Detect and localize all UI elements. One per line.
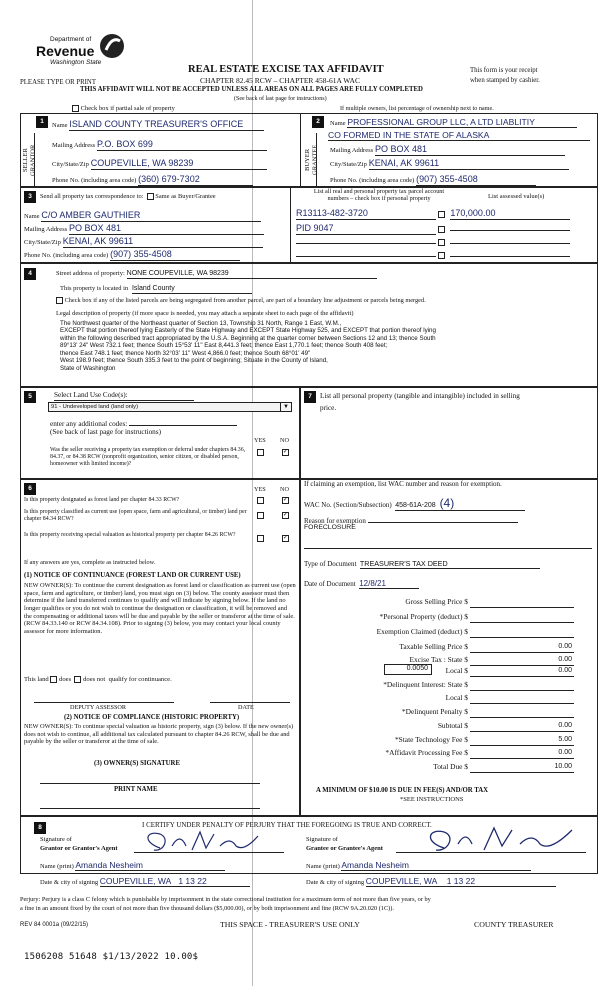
form-subtitle: CHAPTER 82.45 RCW – CHAPTER 458-61A WAC [200,76,360,85]
perjury-line-1: Perjury: Perjury is a class C felony which is punishable by imprisonment in the state correctional institution for a maximum term of not more than five years, or by [20,896,431,903]
certify-statement: I CERTIFY UNDER PENALTY OF PERJURY THAT THE FOREGOING IS TRUE AND CORRECT. [142,821,432,829]
corr-city-label: City/State/Zip [24,239,61,246]
wac-handwritten: (4) [439,496,455,510]
designation-yes-header: YES [254,486,266,493]
seller-phone-field[interactable]: (360) 679-7302 [138,174,253,186]
doc-date-field[interactable]: 12/8/21 [359,579,419,589]
parcel-4-checkbox[interactable] [438,252,445,259]
if-yes-note: If any answers are yes, complete as instructed below. [24,559,156,566]
assessed-1-field[interactable]: 170,000.00 [450,208,570,220]
dor-logo [36,32,128,70]
grantor-date-row [40,876,250,887]
grantor-sig-label-2: Grantor or Grantor's Agent [40,845,118,852]
does-checkbox[interactable] [50,676,57,683]
form-title: REAL ESTATE EXCISE TAX AFFIDAVIT [188,64,384,75]
legal-description[interactable] [60,320,436,372]
segregated-row [56,297,426,304]
buyer-mailing-row [330,144,565,156]
wac-row [304,496,525,511]
section-1-number: 1 [36,116,48,128]
parcel-1-field[interactable]: R13113-482-3720 [296,208,436,220]
segregated-checkbox[interactable] [56,297,63,304]
this-land-label: This land [24,676,49,684]
grantee-date-row [306,876,556,887]
buyer-name-field-1[interactable]: PROFESSIONAL GROUP LLC, A LTD LIABLITIY [347,117,577,128]
section-2-number: 2 [312,116,324,128]
minimum-note: A MINIMUM OF $10.00 IS DUE IN FEE(S) AND/OR TAX [316,787,489,794]
corr-phone-row [24,249,240,261]
grantee-name-row [306,860,531,871]
grantor-name-label: Name (print) [40,863,74,870]
legal-label: Legal description of property (if more space is needed, you may attach a separate sheet to each page of the affidavit) [56,310,354,317]
grantee-city-value: COUPEVILLE, WA [365,876,438,886]
assessed-header: List assessed value(s) [488,193,545,200]
buyer-phone-label: Phone No. (including area code) [330,177,415,184]
personal-deduct-label: *Personal Property (deduct) $ [379,612,468,621]
land-use-see-back: (See back of last page for instructions) [50,428,161,436]
local-tax-value[interactable]: 0.00 [558,667,572,674]
see-back-note: (See back of last page for instructions) [234,96,327,102]
delinquent-penalty-label: *Delinquent Penalty $ [401,707,468,716]
assessed-2-field[interactable] [450,221,570,231]
assessed-3-field[interactable] [450,234,570,244]
forest-land-yes-checkbox[interactable] [257,497,264,504]
grantee-date-value: 1 13 22 [446,876,476,886]
parcel-row-1 [296,208,570,220]
street-row [56,269,377,279]
buyer-city-label: City/State/Zip [330,161,367,168]
local-rate-box[interactable]: 0.0050 [384,664,432,675]
seller-phone-row [52,174,253,186]
grantor-name-row [40,860,225,871]
legal-line-3: within the following described tract appropriated by the U.S.A. Beginning at the quarter corner between Sections 12 and 13; thence South [60,334,436,342]
legal-line-1: The Northwest quarter of the Northeast quarter of Section 13, Township 31 North, Range 1 East, W.M., [60,320,342,327]
exemption-yes-checkbox[interactable] [257,449,264,456]
please-type: PLEASE TYPE OR PRINT [20,79,96,86]
doc-type-row [304,560,540,569]
grantor-city-value: COUPEVILLE, WA [99,876,172,886]
land-use-select[interactable] [48,402,292,412]
parcel-header-2: numbers – check box if personal property [327,195,431,203]
parcel-2-checkbox[interactable] [438,226,445,233]
corr-city-field[interactable]: KENAI, AK 99611 [63,236,263,248]
corr-mailing-label: Mailing Address [24,226,68,233]
section-5-number: 5 [24,391,36,403]
buyer-mailing-field[interactable]: PO BOX 481 [375,144,565,156]
delinquent-local-label: Local $ [445,693,468,702]
same-as-buyer-checkbox[interactable] [147,193,154,200]
seller-name-row [52,119,264,131]
chevron-down-icon[interactable]: ▼ [280,403,291,411]
delinquent-state-label: *Delinquent Interest: State $ [383,680,468,689]
seller-city-field[interactable]: COUPEVILLE, WA 98239 [91,158,267,170]
grantor-date-field[interactable] [100,876,250,887]
receipt-note-1: This form is your receipt [470,67,538,74]
historic-question: Is this property receiving special valuation as historical property per chapter 84.26 RCW? [24,532,236,538]
grantee-sig-label-2: Grantee or Grantee's Agent [306,845,383,852]
forest-land-question: Is this property designated as forest land per chapter 84.33 RCW? [24,497,180,503]
section-3-number: 3 [24,191,36,203]
seller-mailing-label: Mailing Address [52,142,96,149]
legal-line-4: 89°13' 24" West 732.1 feet; thence South 15°53' 11" East 8,441.3 feet; thence East 1,770.1 feet; thence South 408 feet; [60,342,388,350]
land-use-yes-header: YES [254,437,266,444]
perjury-line-2: a fine in an amount fixed by the court of not more than five thousand dollars ($5,000.00), or by both imprisonment and fine (RCW 9A.20.020 (1C)). [20,905,394,912]
land-use-no-header: NO [280,437,289,444]
seller-name-label: Name [52,122,68,129]
section-4-number: 4 [24,268,36,280]
county-treasurer-label: COUNTY TREASURER [474,920,554,929]
wac-field[interactable] [395,496,525,511]
subtotal-value[interactable]: 0.00 [558,722,572,729]
reason-field[interactable]: FORECLOSURE [304,524,356,531]
located-field[interactable]: Island County [132,285,252,294]
parcel-header-1: List all real and personal property tax parcel account [313,188,445,195]
exemption-no-checkbox[interactable]: ✓ [283,449,289,455]
affidavit-fee-label: *Affidavit Processing Fee $ [385,748,468,757]
land-use-selected: 91 - Undeveloped land (land only) [51,404,139,410]
reason-label: Reason for exemption [304,517,366,525]
rev-number: REV 84 0001a (09/22/15) [20,922,89,928]
multiple-owners-note: If multiple owners, list percentage of ownership next to name. [340,105,494,112]
street-label: Street address of property: [56,270,125,277]
legal-line-7: State of Washington [60,364,116,372]
dor-logo-emblem-icon [98,32,126,60]
see-instructions-note: *SEE INSTRUCTIONS [400,796,464,803]
partial-sale-row [72,105,175,113]
does-not-checkbox[interactable] [74,676,81,683]
personal-property-box [300,387,598,479]
corr-mailing-field[interactable]: PO BOX 481 [69,223,264,235]
seller-mailing-field[interactable]: P.O. BOX 699 [97,139,267,151]
taxable-price-value[interactable]: 0.00 [558,643,572,650]
doc-date-label: Date of Document [304,580,356,588]
located-label: This property is located in [60,285,129,292]
state-tax-label: Excise Tax : State $ [409,655,468,664]
parcel-3-field[interactable] [296,234,436,244]
corr-name-label: Name [24,213,40,220]
dept-line2: Revenue [36,43,95,59]
exemption-deduct-label: Exemption Claimed (deduct) $ [376,627,468,636]
grantee-name-field[interactable]: Amanda Nesheim [341,860,531,871]
additional-codes-field[interactable] [129,417,237,426]
corr-city-row [24,236,263,248]
buyer-phone-row [330,174,536,186]
tech-fee-label: *State Technology Fee $ [394,735,468,744]
legal-line-6: West 198.9 feet; thence South 335.3 feet to the point of beginning; Situate in the County of Island, [60,357,328,365]
wac-label: WAC No. (Section/Subsection) [304,501,392,509]
historic-yes-checkbox[interactable] [257,535,264,542]
gross-price-label: Gross Selling Price $ [405,597,468,606]
affidavit-fee-value[interactable]: 0.00 [558,749,572,756]
owner-sig-label: (3) OWNER(S) SIGNATURE [94,760,180,767]
current-use-no-checkbox[interactable]: ✓ [283,512,289,518]
land-use-label: Select Land Use Code(s): [54,391,128,399]
buyer-name-row [330,117,577,128]
buyer-name-field-2[interactable]: CO FORMED IN THE STATE OF ALASKA [328,130,590,141]
seller-name-field[interactable]: ISLAND COUNTY TREASURER'S OFFICE [69,119,264,131]
buyer-name-row-2 [328,130,590,141]
located-row [60,284,252,294]
correspondence-header: Send all property tax correspondence to: [40,193,144,200]
taxable-price-label: Taxable Selling Price $ [399,642,468,651]
grantor-signature[interactable] [140,826,280,856]
does-not-label: does not [83,676,106,684]
parcel-header [294,188,464,203]
doc-type-label: Type of Document [304,560,357,568]
continuance-title: (1) NOTICE OF CONTINUANCE (FOREST LAND OR CURRENT USE) [24,572,241,579]
segregated-label: Check box if any of the listed parcels are being segregated from another parcel, are part of a boundary line adjustment or parcels being merged. [64,297,426,304]
buyer-city-field[interactable]: KENAI, AK 99611 [369,158,569,170]
doc-type-field[interactable]: TREASURER'S TAX DEED [360,560,540,569]
designation-no-header: NO [280,486,289,493]
seller-phone-label: Phone No. (including area code) [52,177,137,184]
grantee-sig-label-1: Signature of [306,836,338,843]
total-due-label: Total Due $ [433,762,468,771]
buyer-phone-field[interactable]: (907) 355-4508 [416,174,536,186]
dept-line3: Washington State [50,59,102,66]
section-6-number: 6 [24,483,36,495]
compliance-body: NEW OWNER(S): To continue special valuation as historic property, sign (3) below. If the new owner(s) does not wish to continue, all additional tax calculated pursuant to chapter 84.26 RCW, shall be due and payable by the seller or transferor at the time of sale. [24,723,294,746]
grantee-date-label: Date & city of signing [306,879,365,886]
forest-land-no-checkbox[interactable]: ✓ [283,497,289,503]
grantor-date-label: Date & city of signing [40,879,99,886]
buyer-city-row [330,158,569,170]
does-label: does [59,676,72,684]
receipt-note-2: when stamped by cashier. [470,77,540,84]
buyer-name-label: Name [330,120,346,127]
treasurer-use-label: THIS SPACE - TREASURER'S USE ONLY [220,920,360,929]
same-as-buyer-label: Same as Buyer/Grantee [155,193,216,200]
current-use-question: Is this property classified as current use (open space, farm and agricultural, or timber) land per chapter 84.34 RCW? [24,509,247,523]
street-field[interactable]: NONE COUPEVILLE, WA 98239 [127,270,377,279]
legal-line-5: thence East 748.1 feet; thence North 32°03' 11" West 4,866.0 feet; thence South 68°01' 49" [60,349,311,357]
doc-date-row [304,579,419,589]
grantor-sig-label-1: Signature of [40,836,72,843]
additional-codes-label: enter any additional codes: [50,420,128,428]
dept-line1: Department of [50,36,92,43]
parcel-row-3 [296,234,570,247]
partial-sale-label: Check box if partial sale of property [80,105,175,112]
parcel-4-field[interactable] [296,247,436,257]
date-label: DATE [238,704,254,711]
qualify-row [24,676,172,684]
grantor-date-value: 1 13 22 [178,876,207,886]
corr-name-row [24,210,261,222]
grantee-signature[interactable] [420,822,590,856]
partial-sale-checkbox[interactable] [72,105,79,112]
buyer-mailing-label: Mailing Address [330,147,374,154]
assessed-4-field[interactable] [450,247,570,257]
personal-property-text-1: List all personal property (tangible and intangible) included in selling [320,392,520,400]
grantor-name-field[interactable]: Amanda Nesheim [75,860,225,871]
current-use-yes-checkbox[interactable] [257,512,264,519]
total-due-value[interactable]: 10.00 [554,763,572,770]
section-7-number: 7 [304,391,316,403]
exemption-question: Was the seller receiving a property tax exemption or deferral under chapters 84.36, 84.37, or 84.38 RCW (nonprofit organization, senior citizen, or disabled person, homeowner with limited income)? [50,447,246,468]
parcel-row-2 [296,221,570,235]
seller-mailing-row [52,139,267,151]
parcel-2-field[interactable]: PID 9047 [296,223,436,235]
deputy-assessor-label: DEPUTY ASSESSOR [70,704,126,711]
state-tax-value[interactable]: 0.00 [558,656,572,663]
corr-mailing-row [24,223,264,235]
tech-fee-value[interactable]: 5.00 [558,736,572,743]
local-tax-label: Local $ [445,666,468,675]
continuance-body: NEW OWNER(S): To continue the current designation as forest land or classification as current use (open space, farm and agriculture, or timber) land, you must sign on (3) below. The county assessor must then determine if the land transferred continues to qualify and will indicate by signing below. If the land no longer qualifies or you do not wish to continue the designation or classification, it will be removed and the compensating or additional taxes will be due and payable by the seller or transferor at the time of sale. (RCW 84.33.140 or RCW 84.34.108). Prior to signing (3) below, you may contact your local county assessor for more information. [24,582,296,636]
legal-line-2: EXCEPT that portion thereof lying Easterly of the State Highway and EXCEPT State Highway 525, and EXCEPT that portion thereof lying [60,327,436,335]
personal-property-text-2: price. [320,404,337,412]
seller-city-row [52,158,267,170]
cashier-stamp: 1506208 51648 $1/13/2022 10.00$ [24,952,199,962]
qualify-label: qualify for continuance. [108,676,172,684]
additional-codes-row [50,417,237,428]
correspondence-header-row [40,193,216,201]
seller-city-label: City/State/Zip [52,161,89,168]
subtotal-label: Subtotal $ [437,721,468,730]
claim-exemption-text: If claiming an exemption, list WAC number and reason for exemption. [304,480,502,488]
grantee-name-label: Name (print) [306,863,340,870]
parcel-3-checkbox[interactable] [438,239,445,246]
section-8-number: 8 [34,822,46,834]
grantee-date-field[interactable] [366,876,556,887]
compliance-title: (2) NOTICE OF COMPLIANCE (HISTORIC PROPERTY) [64,714,240,721]
wac-value: 458-61A-208 [395,502,436,509]
parcel-row-4 [296,247,570,260]
parcel-1-checkbox[interactable] [438,211,445,218]
corr-phone-label: Phone No. (including area code) [24,252,109,259]
form-warning: THIS AFFIDAVIT WILL NOT BE ACCEPTED UNLESS ALL AREAS ON ALL PAGES ARE FULLY COMPLETED [80,86,423,93]
print-name-label: PRINT NAME [114,786,158,793]
corr-name-field[interactable]: C/O AMBER GAUTHIER [41,210,261,222]
buyer-side-label: BUYER [304,148,311,172]
historic-no-checkbox[interactable]: ✓ [283,535,289,541]
corr-phone-field[interactable]: (907) 355-4508 [110,249,240,261]
seller-side-label: SELLER [22,148,29,172]
